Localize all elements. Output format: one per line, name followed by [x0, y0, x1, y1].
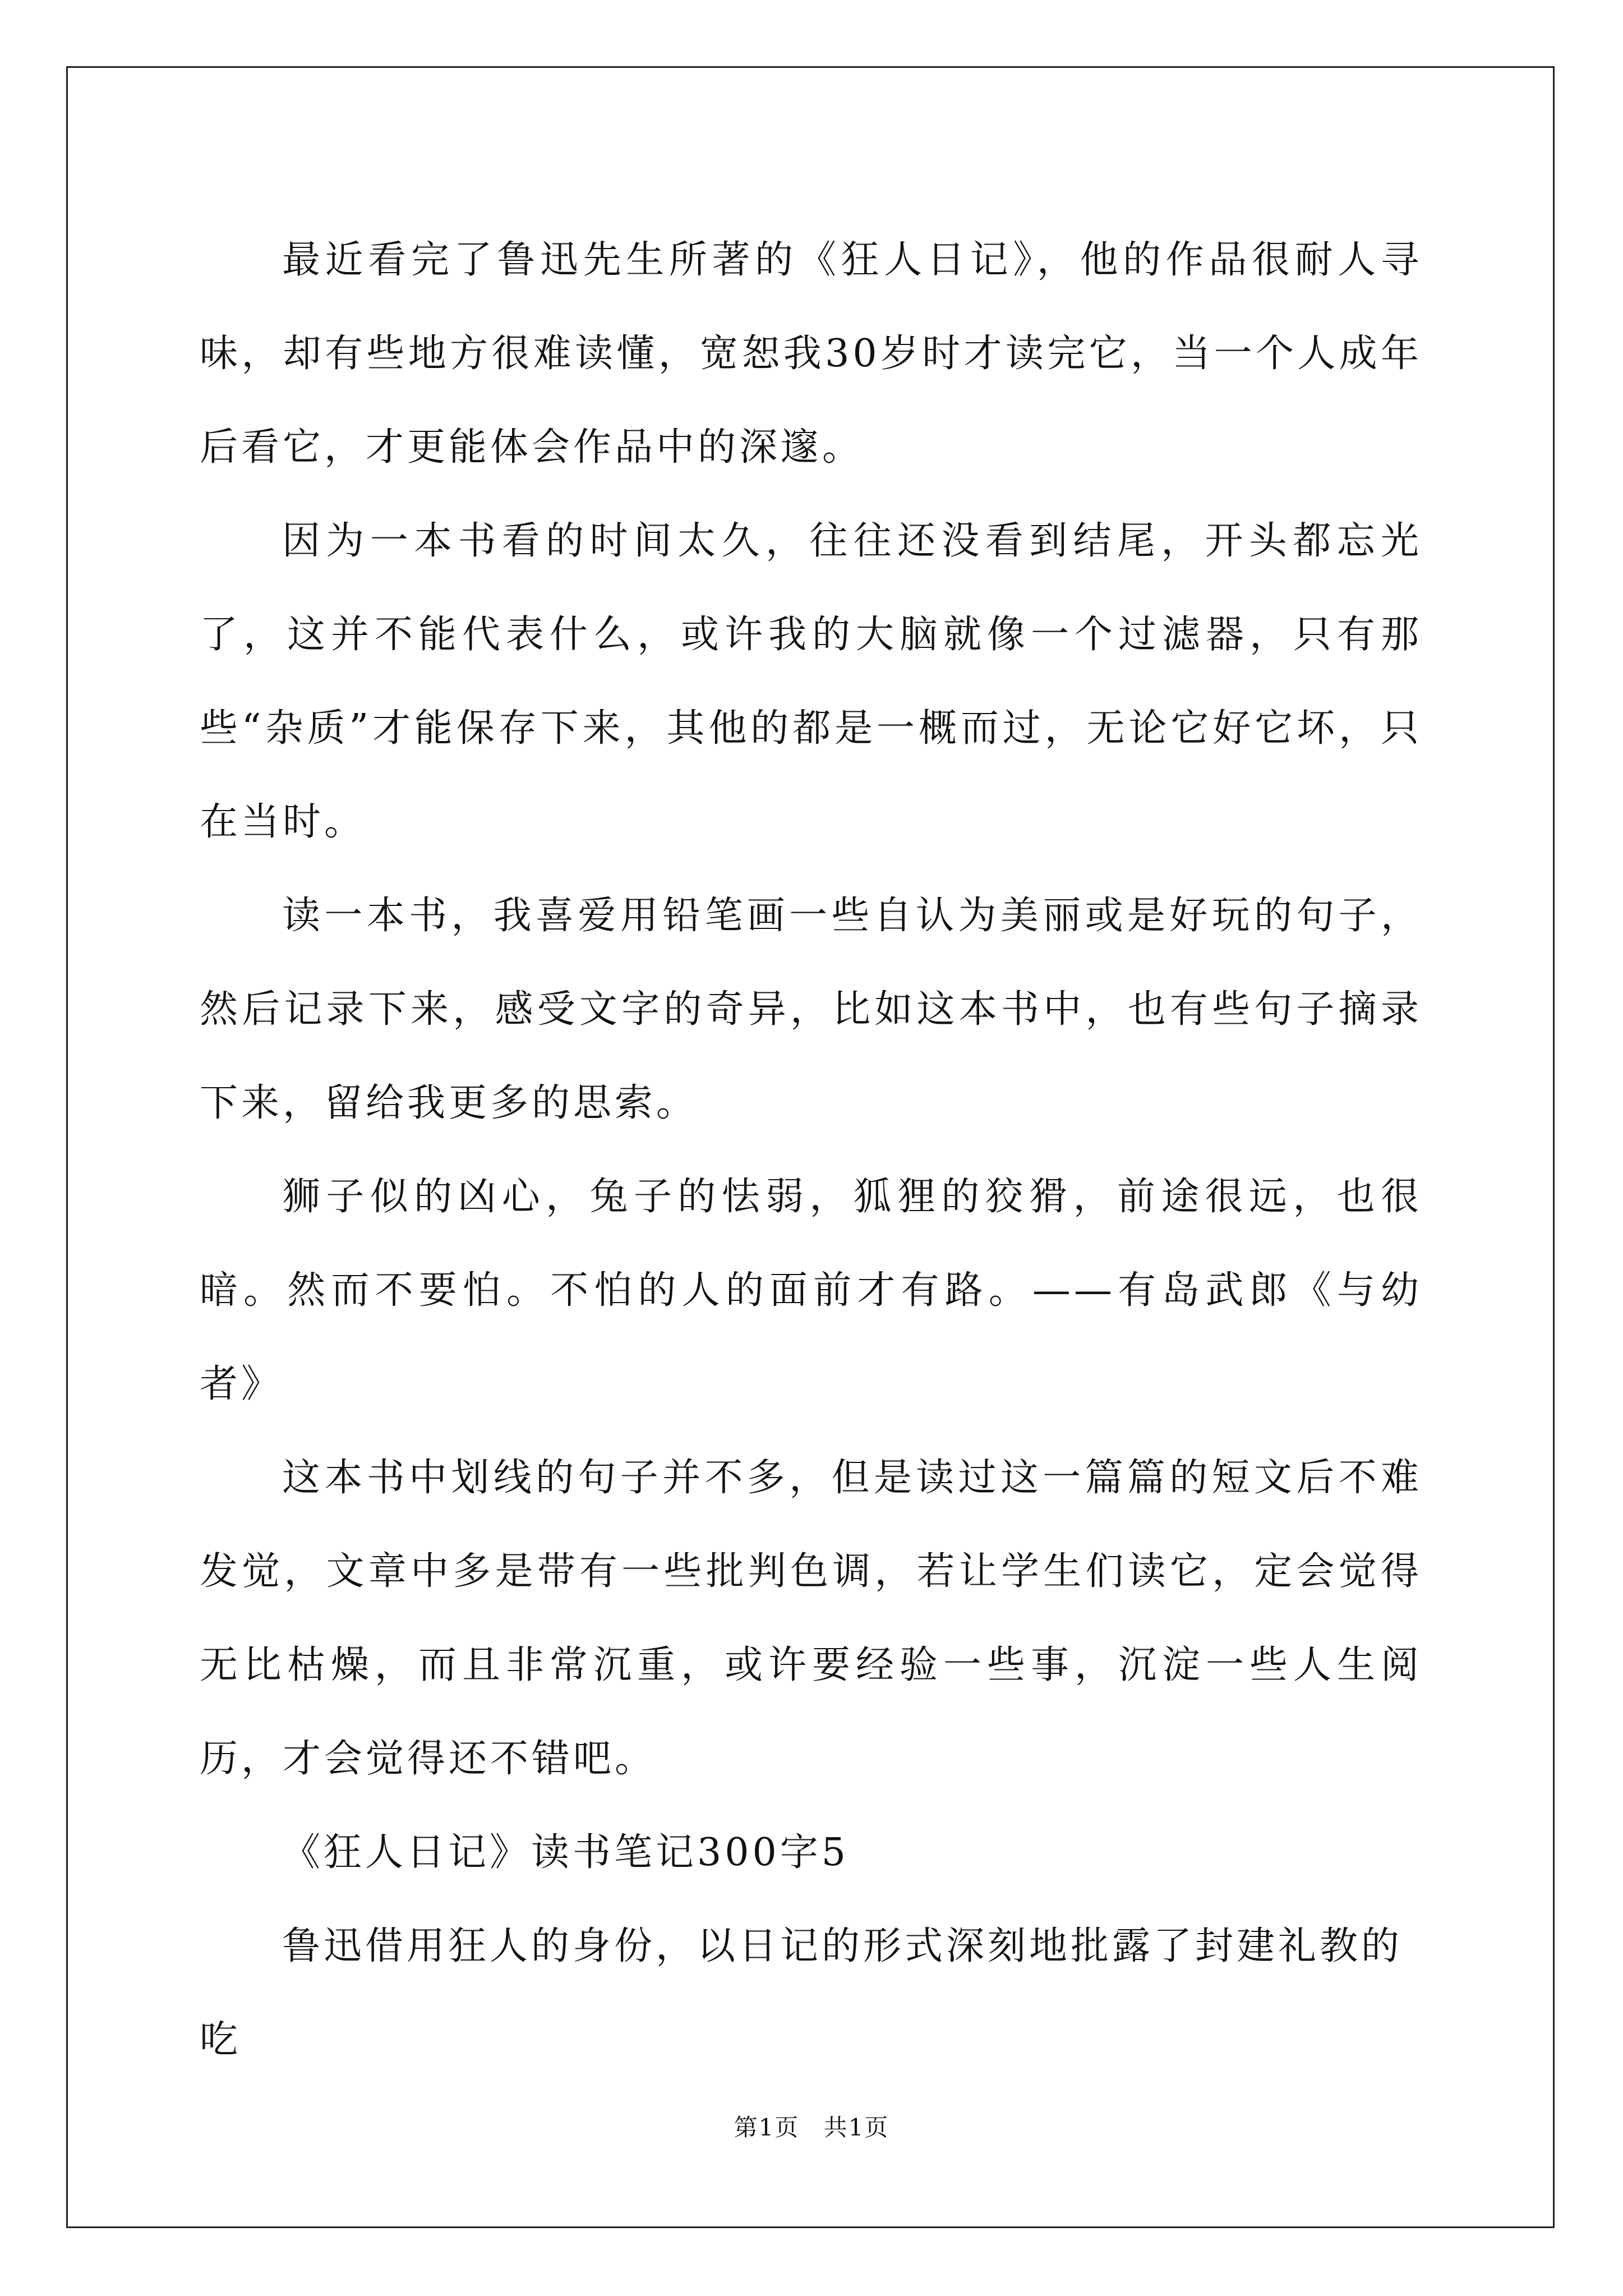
paragraph-6: 鲁迅借用狂人的身份，以日记的形式深刻地批露了封建礼教的吃 — [200, 1924, 1403, 2062]
paragraph-2: 因为一本书看的时间太久，往往还没看到结尾，开头都忘光了，这并不能代表什么，或许我的大脑就像一个过滤器，只有那些“杂质”才能保存下来，其他的都是一概而过，无论它好它坏，只在当时。 — [200, 519, 1422, 844]
page-number: 第1页 — [734, 2114, 800, 2141]
paragraph-3: 读一本书，我喜爱用铅笔画一些自认为美丽或是好玩的句子，然后记录下来，感受文字的奇异，比如这本书中，也有些句子摘录下来，留给我更多的思索。 — [200, 894, 1422, 1125]
paragraph-4-quote: 狮子似的凶心，兔子的怯弱，狐狸的狡猾，前途很远，也很暗。然而不要怕。不怕的人的面前才有路。——有岛武郎《与幼者》 — [200, 1175, 1422, 1406]
document-body — [200, 213, 1422, 2087]
paragraph-1: 最近看完了鲁迅先生所著的《狂人日记》，他的作品很耐人寻味，却有些地方很难读懂，宽恕我30岁时才读完它，当一个人成年后看它，才更能体会作品中的深邃。 — [200, 238, 1422, 470]
page-total: 共1页 — [823, 2114, 889, 2141]
page-footer — [0, 2109, 1623, 2143]
paragraph-5: 这本书中划线的句子并不多，但是读过这一篇篇的短文后不难发觉，文章中多是带有一些批判色调，若让学生们读它，定会觉得无比枯燥，而且非常沉重，或许要经验一些事，沉淀一些人生阅历，才会觉得还不错吧。 — [200, 1456, 1422, 1781]
section-heading: 《狂人日记》读书笔记300字5 — [282, 1830, 850, 1875]
